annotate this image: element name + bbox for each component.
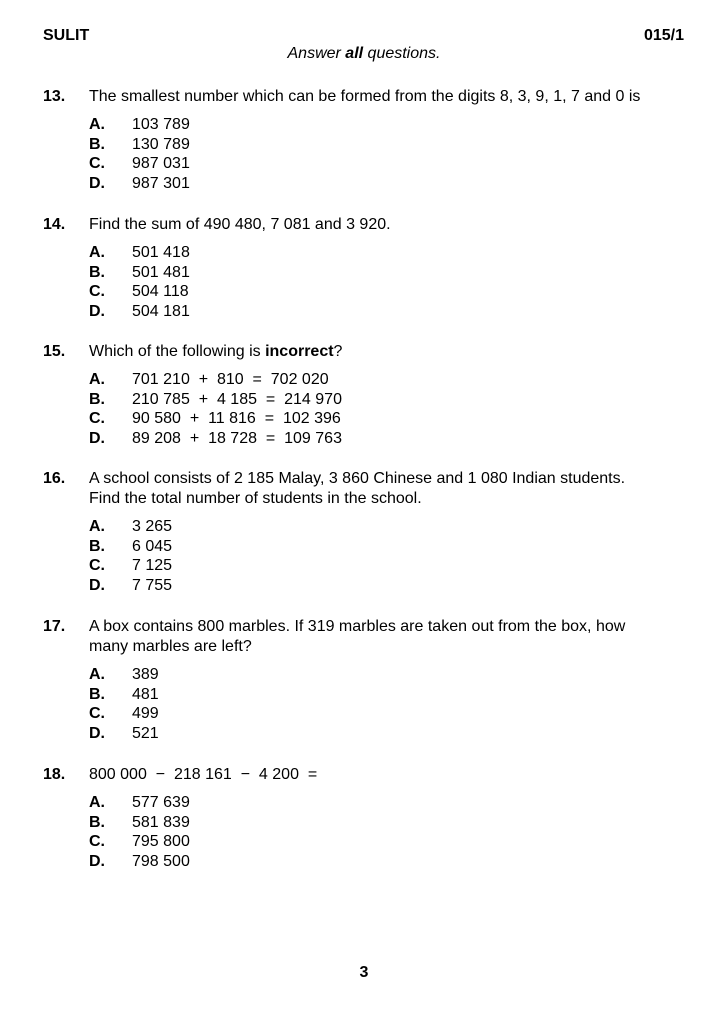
stem-line: 800 000 − 218 161 − 4 200 =: [89, 766, 318, 783]
option-letter: B.: [89, 135, 105, 153]
header-sulit: SULIT: [43, 27, 90, 44]
option-letter: B.: [89, 813, 105, 831]
page-number: 3: [359, 964, 369, 981]
option-a[interactable]: [89, 243, 489, 263]
stem-line: [89, 342, 689, 362]
option-c[interactable]: [89, 832, 489, 852]
stem-line: A school consists of 2 185 Malay, 3 860 Chinese and 1 080 Indian students.: [89, 470, 626, 487]
option-c[interactable]: [89, 704, 489, 724]
option-text: 795 800: [132, 833, 190, 851]
option-text: 7 125: [132, 557, 173, 575]
option-text: 987 301: [132, 174, 190, 192]
option-letter: C.: [89, 557, 105, 575]
instruction-post: questions.: [363, 45, 441, 62]
option-text: 501 418: [132, 244, 190, 261]
option-letter: A.: [89, 666, 105, 683]
question-number: 14.: [43, 216, 66, 233]
option-letter: B.: [89, 685, 105, 703]
options-list: [89, 665, 489, 743]
stem-line: The smallest number which can be formed from the digits 8, 3, 9, 1, 7 and 0 is: [89, 88, 641, 105]
options-list: [89, 793, 489, 871]
option-b[interactable]: [89, 537, 489, 557]
option-letter: D.: [89, 174, 105, 192]
option-text: 501 481: [132, 263, 190, 281]
option-letter: C.: [89, 283, 105, 301]
option-text: 89 208 + 18 728 = 109 763: [132, 429, 342, 447]
option-letter: A.: [89, 371, 105, 388]
option-text: 987 031: [132, 155, 190, 173]
option-letter: B.: [89, 390, 105, 408]
option-text: 504 181: [132, 302, 190, 320]
question-number: 18.: [43, 766, 66, 783]
option-letter: B.: [89, 263, 105, 281]
options-list: [89, 517, 489, 595]
option-text: 3 265: [132, 518, 173, 535]
question-stem: [89, 617, 689, 657]
stem-line: many marbles are left?: [89, 638, 252, 655]
question-number: 13.: [43, 88, 66, 105]
stem-line: Find the sum of 490 480, 7 081 and 3 920.: [89, 216, 391, 233]
option-text: 504 118: [132, 283, 189, 301]
option-a[interactable]: [89, 115, 489, 135]
option-c[interactable]: [89, 556, 489, 576]
option-a[interactable]: [89, 517, 489, 537]
option-text: 103 789: [132, 116, 190, 133]
option-d[interactable]: [89, 302, 489, 322]
option-c[interactable]: [89, 409, 489, 429]
stem-post: ?: [333, 343, 343, 360]
option-letter: A.: [89, 116, 105, 133]
option-d[interactable]: [89, 174, 489, 194]
option-text: 130 789: [132, 135, 190, 153]
question-number: 15.: [43, 343, 66, 360]
option-b[interactable]: [89, 813, 489, 833]
option-text: 577 639: [132, 794, 190, 811]
option-b[interactable]: [89, 390, 489, 410]
option-d[interactable]: [89, 576, 489, 596]
option-letter: B.: [89, 537, 105, 555]
option-text: 499: [132, 705, 159, 723]
option-text: 798 500: [132, 852, 190, 870]
option-text: 7 755: [132, 576, 173, 594]
option-letter: A.: [89, 794, 105, 811]
option-a[interactable]: [89, 793, 489, 813]
question-stem: [89, 87, 689, 107]
instruction-text: [0, 45, 728, 63]
option-d[interactable]: [89, 429, 489, 449]
stem-line: Find the total number of students in the school.: [89, 490, 422, 507]
option-letter: C.: [89, 410, 105, 428]
option-a[interactable]: [89, 370, 489, 390]
option-text: 521: [132, 724, 159, 742]
question-number: 17.: [43, 618, 66, 635]
option-a[interactable]: [89, 665, 489, 685]
option-b[interactable]: [89, 685, 489, 705]
option-letter: D.: [89, 429, 105, 447]
stem-pre: Which of the following is: [89, 343, 266, 360]
option-b[interactable]: [89, 135, 489, 155]
question-stem: [89, 469, 689, 509]
header-paper-code: 015/1: [643, 27, 684, 44]
question-stem: [89, 215, 689, 235]
option-c[interactable]: [89, 282, 489, 302]
option-c[interactable]: [89, 154, 489, 174]
option-letter: D.: [89, 302, 105, 320]
options-list: [89, 115, 489, 193]
option-letter: D.: [89, 852, 105, 870]
option-text: 389: [132, 666, 159, 683]
options-list: [89, 243, 489, 321]
instruction-pre: Answer: [287, 45, 346, 62]
stem-bold: incorrect: [265, 343, 334, 360]
option-text: 701 210 + 810 = 702 020: [132, 371, 329, 388]
stem-line: A box contains 800 marbles. If 319 marbles are taken out from the box, how: [89, 618, 626, 635]
option-d[interactable]: [89, 852, 489, 872]
option-letter: A.: [89, 518, 105, 535]
option-text: 6 045: [132, 537, 173, 555]
option-letter: C.: [89, 705, 105, 723]
option-letter: C.: [89, 155, 105, 173]
question-stem: [89, 765, 689, 785]
instruction-bold: all: [345, 45, 364, 62]
option-text: 90 580 + 11 816 = 102 396: [132, 410, 341, 428]
option-d[interactable]: [89, 724, 489, 744]
option-letter: C.: [89, 833, 105, 851]
option-letter: D.: [89, 576, 105, 594]
option-b[interactable]: [89, 263, 489, 283]
option-text: 481: [132, 685, 159, 703]
option-letter: A.: [89, 244, 105, 261]
question-number: 16.: [43, 470, 66, 487]
options-list: [89, 370, 489, 448]
option-text: 210 785 + 4 185 = 214 970: [132, 390, 342, 408]
question-stem: [89, 342, 689, 362]
option-letter: D.: [89, 724, 105, 742]
option-text: 581 839: [132, 813, 190, 831]
